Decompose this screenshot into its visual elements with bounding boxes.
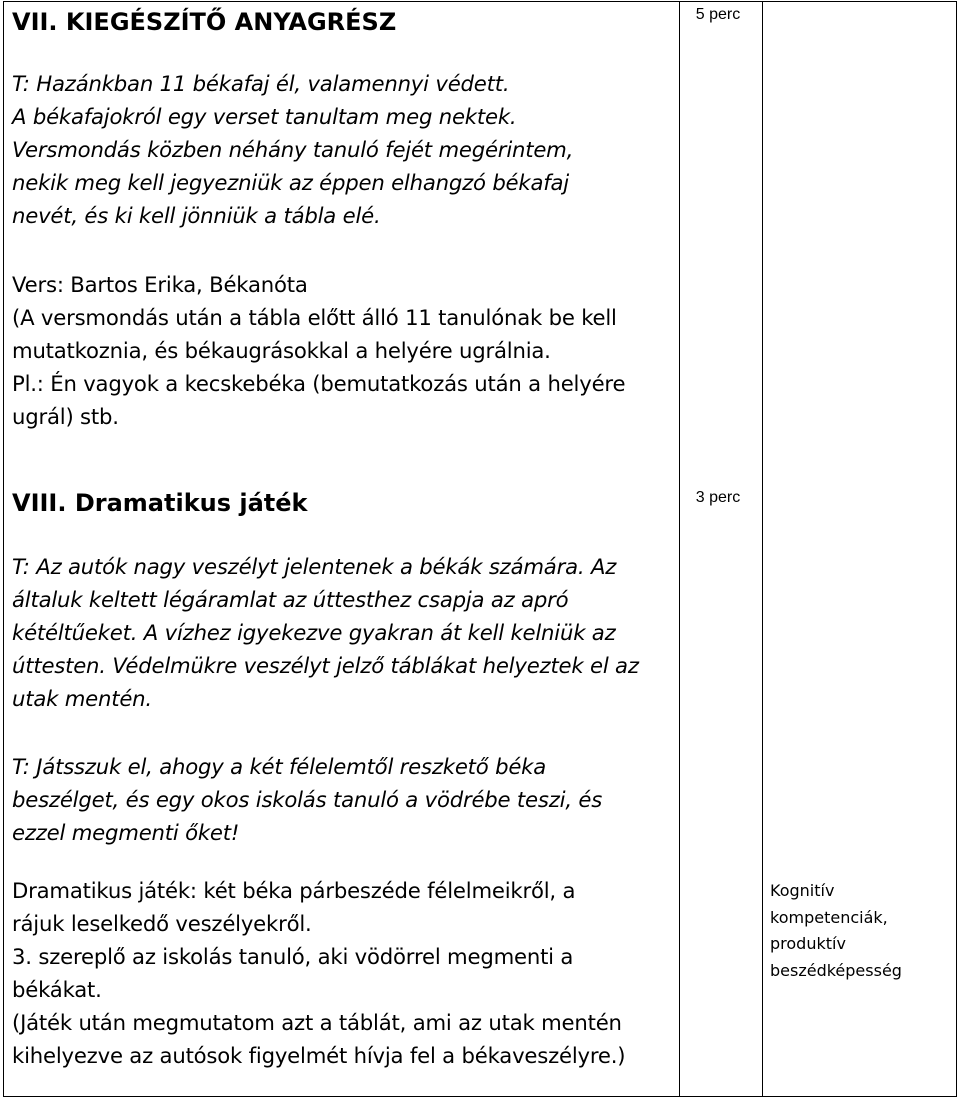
text-line: 3. szereplő az iskolás tanuló, aki vödörrel megmenti a	[12, 944, 574, 969]
text-line: mutatkoznia, és békaugrásokkal a helyére ugrálnia.	[12, 338, 551, 363]
section-7-time: 5 perc	[695, 6, 741, 23]
text-line: A békafajokról egy verset tanultam meg nektek.	[12, 104, 517, 129]
text-line: Pl.: Én vagyok a kecskebéka (bemutatkozás után a helyére	[12, 371, 626, 396]
text-line: T: Hazánkban 11 békafaj él, valamennyi védett.	[12, 71, 510, 96]
section-8-drama-text	[12, 874, 672, 1072]
column-divider-time	[679, 2, 680, 1096]
text-line: rájuk leselkedő veszélyekről.	[12, 911, 312, 936]
text-line: Vers: Bartos Erika, Békanóta	[12, 272, 308, 297]
text-line: beszédképesség	[770, 960, 902, 980]
text-line: nevét, és ki kell jönniük a tábla elé.	[12, 203, 381, 228]
text-line: T: Játsszuk el, ahogy a két félelemtől reszkető béka	[12, 754, 547, 779]
section-8-teacher-text-1	[12, 550, 672, 715]
text-line: kétéltűeket. A vízhez igyekezve gyakran át kell kelniük az	[12, 620, 616, 645]
text-line: T: Az autók nagy veszélyt jelentenek a békák számára. Az	[12, 554, 617, 579]
text-line: utak mentén.	[12, 686, 152, 711]
text-line: úttesten. Védelmükre veszélyt jelző táblákat helyeztek el az	[12, 653, 639, 678]
section-8-time: 3 perc	[695, 489, 741, 506]
text-line: Kognitív	[770, 881, 835, 900]
text-line: ezzel megmenti őket!	[12, 820, 240, 845]
section-7-teacher-text	[12, 67, 672, 232]
text-line: Versmondás közben néhány tanuló fejét megérintem,	[12, 137, 574, 162]
text-line: békákat.	[12, 977, 102, 1002]
section-7-heading: VII. KIEGÉSZÍTŐ ANYAGRÉSZ	[12, 8, 397, 36]
text-line: (Játék után megmutatom azt a táblát, ami az utak mentén	[12, 1010, 622, 1035]
text-line: kompetenciák,	[770, 907, 888, 927]
text-line: Dramatikus játék: két béka párbeszéde félelmeikről, a	[12, 878, 576, 903]
competence-note	[770, 878, 950, 984]
section-7-poem-text	[12, 268, 672, 433]
text-line: általuk keltett légáramlat az úttesthez csapja az apró	[12, 587, 569, 612]
column-divider-competence	[762, 2, 763, 1096]
text-line: nekik meg kell jegyezniük az éppen elhangzó békafaj	[12, 170, 569, 195]
text-line: kihelyezve az autósok figyelmét hívja fel a békaveszélyre.)	[12, 1043, 626, 1068]
text-line: (A versmondás után a tábla előtt álló 11 tanulónak be kell	[12, 305, 617, 330]
section-8-heading: VIII. Dramatikus játék	[12, 489, 308, 517]
text-line: produktív	[770, 934, 846, 953]
text-line: ugrál) stb.	[12, 404, 119, 429]
text-line: beszélget, és egy okos iskolás tanuló a vödrébe teszi, és	[12, 787, 603, 812]
section-8-teacher-text-2	[12, 750, 672, 849]
